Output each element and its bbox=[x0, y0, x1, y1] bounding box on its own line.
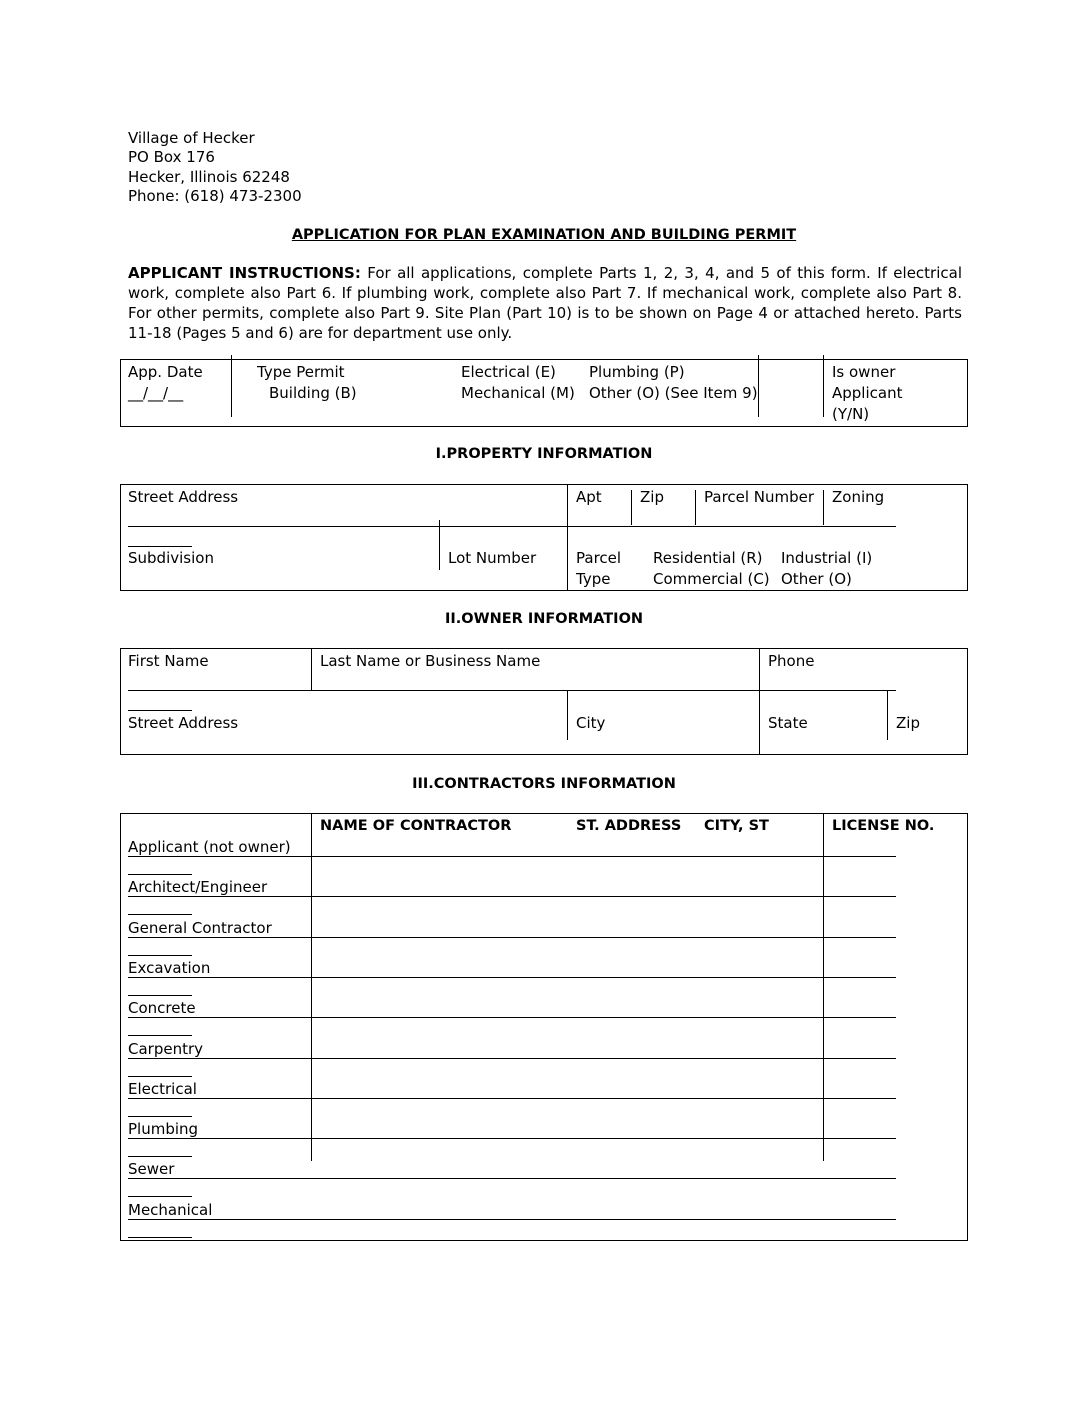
permit-option-mechanical: Mechanical (M) bbox=[461, 384, 575, 402]
contractor-row-tick bbox=[128, 1076, 192, 1077]
po-box: PO Box 176 bbox=[128, 148, 215, 166]
instructions-text: For all applications, complete Parts 1, 2, 3, 4, and 5 of this form. If electrical work, complete also Part 6. If plumbing work, complete also Part 7. If mechanical work, complete also Part 8. For other permits, complete also Part 9. Site Plan (Part 10) is to be shown on Page 4 or attached hereto. Parts 11-18 (Pages 5 and 6) are for department use only. bbox=[128, 264, 962, 342]
city-column-header: CITY, ST bbox=[704, 818, 769, 834]
contractor-row-line bbox=[128, 896, 896, 897]
type-label: Type bbox=[576, 570, 611, 588]
contractor-row-line bbox=[128, 1178, 896, 1179]
app-date-label: App. Date bbox=[128, 363, 203, 381]
parcel-option-industrial: Industrial (I) bbox=[781, 549, 873, 567]
state-label: State bbox=[768, 714, 808, 732]
divider bbox=[759, 648, 760, 755]
parcel-option-other: Other (O) bbox=[781, 570, 852, 588]
contractor-row-line bbox=[128, 1098, 896, 1099]
contractor-row-tick bbox=[128, 1116, 192, 1117]
applicant-label: Applicant bbox=[832, 384, 903, 402]
contractor-row-line bbox=[128, 1058, 896, 1059]
is-owner-label: Is owner bbox=[832, 363, 896, 381]
village-name: Village of Hecker bbox=[128, 129, 255, 147]
contractor-row-tick bbox=[128, 874, 192, 875]
street-address-label: Street Address bbox=[128, 488, 239, 506]
zoning-label: Zoning bbox=[832, 488, 885, 506]
contractor-row-label: Concrete bbox=[128, 999, 196, 1017]
subdivision-label: Subdivision bbox=[128, 549, 214, 567]
contractor-row-line bbox=[128, 1219, 896, 1220]
contractor-row-label: Electrical bbox=[128, 1080, 197, 1098]
contractor-row-label: General Contractor bbox=[128, 919, 272, 937]
yn-label: (Y/N) bbox=[832, 405, 870, 423]
parcel-label: Parcel bbox=[576, 549, 622, 567]
contractor-row-tick bbox=[128, 1156, 192, 1157]
lot-number-label: Lot Number bbox=[448, 549, 537, 567]
divider bbox=[631, 490, 632, 525]
contractor-row-label: Excavation bbox=[128, 959, 211, 977]
owner-section-header: II.OWNER INFORMATION bbox=[444, 611, 644, 627]
parcel-option-commercial: Commercial (C) bbox=[653, 570, 770, 588]
address-column-header: ST. ADDRESS bbox=[576, 818, 682, 834]
zip-label: Zip bbox=[640, 488, 664, 506]
applicant-instructions bbox=[128, 263, 962, 343]
contractor-row-line bbox=[128, 1017, 896, 1018]
divider bbox=[128, 690, 896, 691]
apt-label: Apt bbox=[576, 488, 602, 506]
contractor-row-label: Carpentry bbox=[128, 1040, 204, 1058]
type-permit-label: Type Permit bbox=[257, 363, 345, 381]
divider bbox=[695, 490, 696, 525]
city-state-zip: Hecker, Illinois 62248 bbox=[128, 168, 290, 186]
contractor-row-tick bbox=[128, 1196, 192, 1197]
instructions-label: APPLICANT INSTRUCTIONS: bbox=[128, 264, 361, 282]
contractor-name-column-header: NAME OF CONTRACTOR bbox=[320, 818, 512, 834]
owner-box bbox=[120, 648, 968, 755]
contractor-row-label: Applicant (not owner) bbox=[128, 838, 291, 856]
license-column-header: LICENSE NO. bbox=[832, 818, 935, 834]
divider bbox=[231, 355, 232, 417]
contractor-row-line bbox=[128, 937, 896, 938]
permit-option-building: Building (B) bbox=[269, 384, 357, 402]
property-section-header: I.PROPERTY INFORMATION bbox=[435, 446, 653, 462]
parcel-number-label: Parcel Number bbox=[704, 488, 815, 506]
divider bbox=[567, 484, 568, 591]
contractor-row-line bbox=[128, 1138, 896, 1139]
divider bbox=[823, 813, 824, 1161]
permit-option-electrical: Electrical (E) bbox=[461, 363, 556, 381]
divider bbox=[823, 490, 824, 525]
contractor-row-line bbox=[128, 856, 896, 857]
contractors-section-header: III.CONTRACTORS INFORMATION bbox=[412, 776, 676, 792]
phone-number: Phone: (618) 473-2300 bbox=[128, 187, 302, 205]
permit-option-other: Other (O) (See Item 9) bbox=[589, 384, 758, 402]
divider bbox=[758, 355, 759, 417]
contractor-row-label: Architect/Engineer bbox=[128, 878, 268, 896]
owner-street-address-label: Street Address bbox=[128, 714, 239, 732]
city-label: City bbox=[576, 714, 606, 732]
owner-zip-label: Zip bbox=[896, 714, 920, 732]
divider bbox=[823, 355, 824, 417]
divider bbox=[311, 813, 312, 1161]
parcel-option-residential: Residential (R) bbox=[653, 549, 763, 567]
contractor-row-tick bbox=[128, 1035, 192, 1036]
contractor-row-tick bbox=[128, 995, 192, 996]
first-name-label: First Name bbox=[128, 652, 209, 670]
contractor-row-line bbox=[128, 977, 896, 978]
form-title: APPLICATION FOR PLAN EXAMINATION AND BUILDING PERMIT bbox=[291, 227, 797, 243]
contractor-row-label: Sewer bbox=[128, 1160, 175, 1178]
app-date-field[interactable]: __/__/__ bbox=[128, 384, 184, 402]
divider bbox=[128, 546, 192, 547]
divider bbox=[439, 520, 440, 570]
permit-option-plumbing: Plumbing (P) bbox=[589, 363, 685, 381]
contractor-row-label: Mechanical bbox=[128, 1201, 213, 1219]
contractor-row-tick bbox=[128, 914, 192, 915]
phone-label: Phone bbox=[768, 652, 815, 670]
contractor-row-label: Plumbing bbox=[128, 1120, 199, 1138]
divider bbox=[311, 648, 312, 690]
last-name-label: Last Name or Business Name bbox=[320, 652, 541, 670]
contractor-row-tick bbox=[128, 955, 192, 956]
contractor-row-tick bbox=[128, 1237, 192, 1238]
divider bbox=[128, 526, 896, 527]
divider bbox=[567, 690, 568, 740]
divider bbox=[128, 710, 192, 711]
divider bbox=[887, 690, 888, 740]
